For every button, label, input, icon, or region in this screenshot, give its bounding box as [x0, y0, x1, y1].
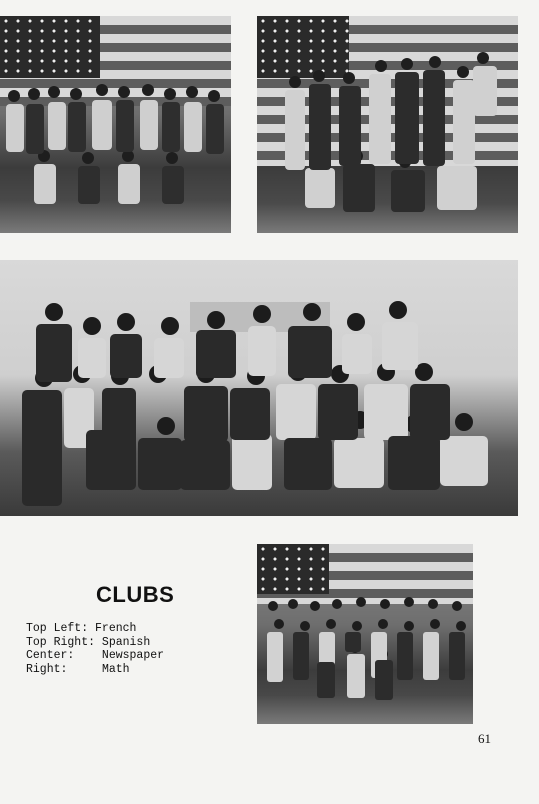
students-group — [257, 544, 473, 724]
french-club-photo — [0, 16, 231, 233]
caption-club: Newspaper — [101, 649, 165, 662]
caption-position: Top Left: — [26, 622, 89, 635]
students-group — [257, 16, 518, 233]
section-title: CLUBS — [96, 582, 175, 607]
caption-line — [26, 663, 164, 677]
caption-club: French — [95, 622, 137, 635]
newspaper-club-photo — [0, 260, 518, 516]
math-club-photo — [257, 544, 473, 724]
caption-position: Right: — [26, 662, 68, 676]
caption-line — [26, 622, 164, 636]
page-number: 61 — [478, 731, 491, 746]
caption-line — [26, 636, 164, 650]
spanish-club-photo — [257, 16, 518, 233]
photo-captions — [26, 622, 164, 676]
students-group — [0, 16, 231, 233]
caption-club: Math — [101, 662, 130, 676]
students-group — [0, 260, 518, 516]
caption-position: Top Right: — [26, 635, 96, 649]
caption-line — [26, 649, 164, 663]
caption-position: Center: — [26, 649, 75, 662]
caption-club: Spanish — [101, 635, 151, 649]
